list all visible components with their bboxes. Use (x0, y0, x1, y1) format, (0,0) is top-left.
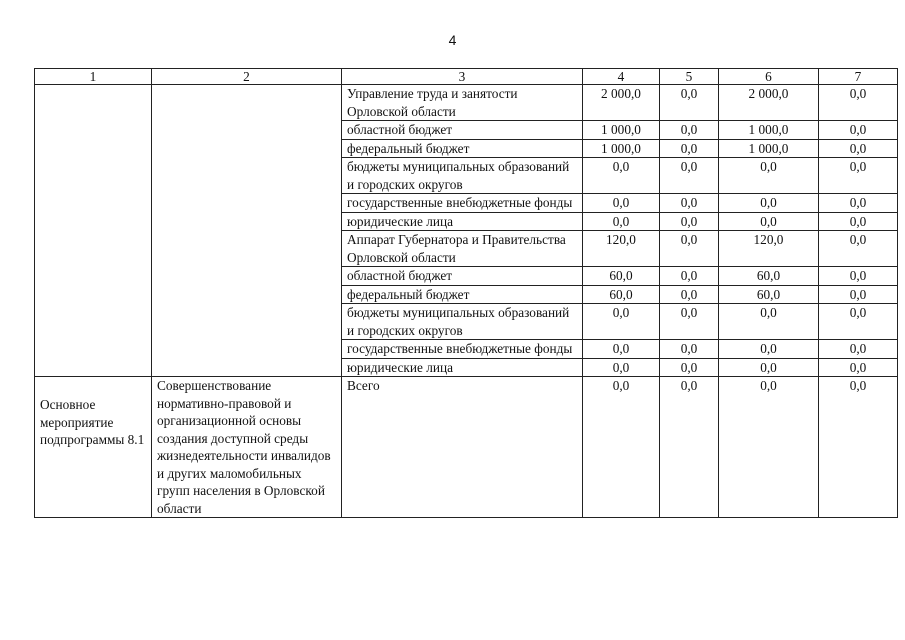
value-col-6: 120,0 (719, 231, 819, 267)
value-col-6: 2 000,0 (719, 85, 819, 121)
value-col-6: 0,0 (719, 340, 819, 359)
value-col-5: 0,0 (660, 377, 719, 518)
value-col-7: 0,0 (819, 358, 898, 377)
value-col-5: 0,0 (660, 139, 719, 158)
value-col-6: 0,0 (719, 304, 819, 340)
value-col-6: 0,0 (719, 212, 819, 231)
header-col-4: 4 (583, 69, 660, 85)
value-col-5: 0,0 (660, 267, 719, 286)
header-col-1: 1 (35, 69, 152, 85)
header-col-5: 5 (660, 69, 719, 85)
value-col-6: 0,0 (719, 194, 819, 213)
value-col-7: 0,0 (819, 139, 898, 158)
main-event-title: Основное мероприятие подпрограммы 8.1 (35, 377, 152, 518)
value-col-7: 0,0 (819, 340, 898, 359)
value-col-7: 0,0 (819, 231, 898, 267)
value-col-5: 0,0 (660, 121, 719, 140)
value-col-5: 0,0 (660, 85, 719, 121)
value-col-7: 0,0 (819, 85, 898, 121)
header-col-2: 2 (152, 69, 342, 85)
value-col-7: 0,0 (819, 377, 898, 518)
value-col-4: 60,0 (583, 285, 660, 304)
main-event-total-label: Всего (342, 377, 583, 518)
value-col-5: 0,0 (660, 340, 719, 359)
value-col-4: 1 000,0 (583, 139, 660, 158)
value-col-4: 1 000,0 (583, 121, 660, 140)
value-col-6: 0,0 (719, 377, 819, 518)
row-label: юридические лица (342, 358, 583, 377)
value-col-6: 0,0 (719, 358, 819, 377)
value-col-4: 0,0 (583, 158, 660, 194)
value-col-4: 0,0 (583, 340, 660, 359)
value-col-7: 0,0 (819, 212, 898, 231)
value-col-6: 60,0 (719, 267, 819, 286)
value-col-4: 0,0 (583, 194, 660, 213)
row-label: областной бюджет (342, 267, 583, 286)
value-col-4: 2 000,0 (583, 85, 660, 121)
row-label: бюджеты муниципальных образований и городских округов (342, 158, 583, 194)
row-label: областной бюджет (342, 121, 583, 140)
row-label: Управление труда и занятости Орловской области (342, 85, 583, 121)
header-col-3: 3 (342, 69, 583, 85)
value-col-7: 0,0 (819, 304, 898, 340)
row-label: бюджеты муниципальных образований и городских округов (342, 304, 583, 340)
value-col-4: 0,0 (583, 377, 660, 518)
header-col-6: 6 (719, 69, 819, 85)
empty-col-1-cell (35, 85, 152, 377)
value-col-4: 0,0 (583, 358, 660, 377)
value-col-7: 0,0 (819, 285, 898, 304)
table-row (35, 85, 898, 121)
value-col-5: 0,0 (660, 231, 719, 267)
row-label: государственные внебюджетные фонды (342, 340, 583, 359)
page-number: 4 (448, 32, 457, 48)
value-col-5: 0,0 (660, 212, 719, 231)
row-label: государственные внебюджетные фонды (342, 194, 583, 213)
value-col-6: 1 000,0 (719, 121, 819, 140)
budget-table (34, 68, 898, 518)
main-event-description: Совершенствование нормативно-правовой и организационной основы создания доступной среды жизнедеятельности инвалидов и других маломобильных групп населения в Орловской области (152, 377, 342, 518)
value-col-5: 0,0 (660, 358, 719, 377)
row-label: федеральный бюджет (342, 285, 583, 304)
value-col-4: 0,0 (583, 304, 660, 340)
header-col-7: 7 (819, 69, 898, 85)
value-col-4: 60,0 (583, 267, 660, 286)
row-label: федеральный бюджет (342, 139, 583, 158)
empty-col-2-cell (152, 85, 342, 377)
value-col-5: 0,0 (660, 285, 719, 304)
row-label: Аппарат Губернатора и Правительства Орловской области (342, 231, 583, 267)
value-col-5: 0,0 (660, 158, 719, 194)
value-col-5: 0,0 (660, 194, 719, 213)
value-col-4: 0,0 (583, 212, 660, 231)
value-col-6: 1 000,0 (719, 139, 819, 158)
main-event-row (35, 377, 898, 518)
value-col-7: 0,0 (819, 121, 898, 140)
value-col-5: 0,0 (660, 304, 719, 340)
row-label: юридические лица (342, 212, 583, 231)
value-col-7: 0,0 (819, 158, 898, 194)
value-col-7: 0,0 (819, 267, 898, 286)
value-col-6: 60,0 (719, 285, 819, 304)
value-col-6: 0,0 (719, 158, 819, 194)
value-col-7: 0,0 (819, 194, 898, 213)
header-row (35, 69, 898, 85)
value-col-4: 120,0 (583, 231, 660, 267)
